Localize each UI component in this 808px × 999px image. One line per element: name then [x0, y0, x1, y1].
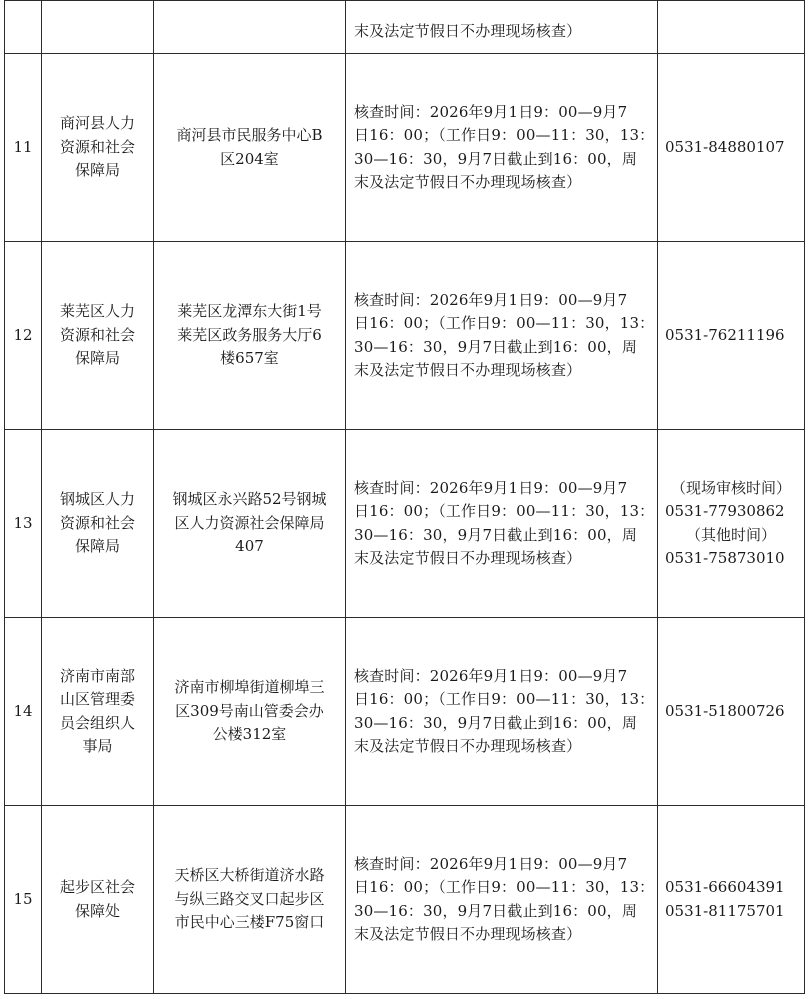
dept-line: 莱芜区人力: [59, 302, 135, 321]
cell-no: 13: [5, 430, 42, 618]
cell-address: [154, 430, 346, 618]
dept-line: 济南市南部: [59, 666, 135, 685]
time-line: 日16：00；（工作日9：00—11：30，13：: [354, 502, 655, 520]
address-line: 天桥区大桥街道济水路: [174, 866, 325, 885]
cell-time: [346, 618, 658, 806]
address-line: 与纵三路交叉口起步区: [174, 889, 325, 908]
table-row-continued: [5, 1, 805, 54]
phone-line: 0531-66604391: [665, 878, 785, 896]
phone-line: 0531-77930862: [665, 502, 785, 520]
time-line: 日16：00；（工作日9：00—11：30，13：: [354, 126, 655, 144]
cell-time: [346, 54, 658, 242]
address-line: 莱芜区政务服务大厅6: [177, 325, 322, 344]
address-line: 济南市柳埠街道柳埠三: [174, 678, 325, 697]
cell-time: [346, 806, 658, 994]
cell-phone: [658, 242, 805, 430]
table-row: [5, 618, 805, 806]
cell-dept: [42, 806, 154, 994]
cell-no: 15: [5, 806, 42, 994]
cell-phone: [658, 806, 805, 994]
address-line: 市民中心三楼F75窗口: [174, 913, 325, 932]
time-line: 30—16：30，9月7日截止到16：00，周: [354, 525, 637, 544]
dept-line: 保障处: [74, 901, 120, 920]
cell-no: [5, 1, 42, 54]
time-line: 日16：00；（工作日9：00—11：30，13：: [354, 314, 655, 332]
table-row: [5, 806, 805, 994]
cell-address: [154, 618, 346, 806]
time-line: 核查时间：2026年9月1日9：00—9月7: [354, 854, 628, 873]
time-line: 30—16：30，9月7日截止到16：00，周: [354, 901, 637, 920]
dept-line: 员会组织人: [59, 713, 135, 732]
address-line: 407: [235, 537, 264, 556]
table-row: [5, 54, 805, 242]
verification-table: [4, 0, 805, 994]
time-line: 末及法定节假日不办理现场核查）: [354, 22, 582, 41]
phone-line: 0531-51800726: [665, 701, 785, 720]
address-line: 莱芜区龙潭东大街1号: [177, 302, 322, 321]
dept-line: 资源和社会: [59, 513, 135, 532]
cell-no: 12: [5, 242, 42, 430]
cell-dept: [42, 54, 154, 242]
time-line: 30—16：30，9月7日截止到16：00，周: [354, 149, 637, 168]
time-line: 核查时间：2026年9月1日9：00—9月7: [354, 666, 628, 685]
cell-address: [154, 54, 346, 242]
cell-no: 14: [5, 618, 42, 806]
time-line: 末及法定节假日不办理现场核查）: [354, 549, 582, 567]
cell-dept: [42, 618, 154, 806]
time-line: 30—16：30，9月7日截止到16：00，周: [354, 713, 637, 732]
cell-address: [154, 1, 346, 54]
dept-line: 保障局: [74, 161, 120, 180]
cell-phone: [658, 1, 805, 54]
address-line: 钢城区永兴路52号钢城: [172, 490, 327, 509]
time-line: 末及法定节假日不办理现场核查）: [354, 737, 582, 755]
dept-line: 事局: [82, 737, 113, 755]
cell-dept: [42, 430, 154, 618]
cell-phone: [658, 430, 805, 618]
phone-line: 0531-84880107: [665, 137, 785, 156]
cell-address: [154, 806, 346, 994]
time-line: 日16：00；（工作日9：00—11：30，13：: [354, 878, 655, 896]
cell-phone: [658, 618, 805, 806]
time-line: 末及法定节假日不办理现场核查）: [354, 925, 582, 943]
phone-line: 0531-81175701: [665, 901, 785, 920]
phone-line: 0531-75873010: [665, 549, 785, 567]
time-line: 核查时间：2026年9月1日9：00—9月7: [354, 102, 628, 121]
dept-line: 钢城区人力: [59, 490, 135, 509]
dept-line: 保障局: [74, 349, 120, 368]
time-line: 核查时间：2026年9月1日9：00—9月7: [354, 290, 628, 309]
cell-dept: [42, 1, 154, 54]
cell-dept: [42, 242, 154, 430]
address-line: 公楼312室: [212, 725, 287, 744]
cell-address: [154, 242, 346, 430]
dept-line: 资源和社会: [59, 325, 135, 344]
phone-note: （其他时间）: [685, 525, 776, 544]
time-line: 30—16：30，9月7日截止到16：00，周: [354, 337, 637, 356]
dept-line: 资源和社会: [59, 137, 135, 156]
dept-line: 山区管理委: [59, 690, 135, 708]
address-line: 区人力资源社会保障局: [174, 513, 325, 532]
address-line: 区309号南山管委会办: [175, 701, 324, 720]
dept-line: 保障局: [74, 537, 120, 556]
address-line: 楼657室: [220, 349, 279, 368]
table-row: [5, 242, 805, 430]
time-line: 末及法定节假日不办理现场核查）: [354, 173, 582, 191]
cell-time: [346, 1, 658, 54]
cell-phone: [658, 54, 805, 242]
cell-time: [346, 242, 658, 430]
dept-line: 商河县人力: [59, 114, 135, 133]
time-line: 末及法定节假日不办理现场核查）: [354, 361, 582, 379]
time-line: 核查时间：2026年9月1日9：00—9月7: [354, 478, 628, 497]
dept-line: 起步区社会: [59, 878, 135, 896]
cell-time: [346, 430, 658, 618]
phone-note: （现场审核时间）: [670, 478, 791, 497]
phone-line: 0531-76211196: [665, 325, 785, 344]
cell-no: 11: [5, 54, 42, 242]
address-line: 商河县市民服务中心B: [176, 126, 323, 144]
address-line: 区204室: [220, 149, 279, 168]
table-row: [5, 430, 805, 618]
time-line: 日16：00；（工作日9：00—11：30，13：: [354, 690, 655, 708]
